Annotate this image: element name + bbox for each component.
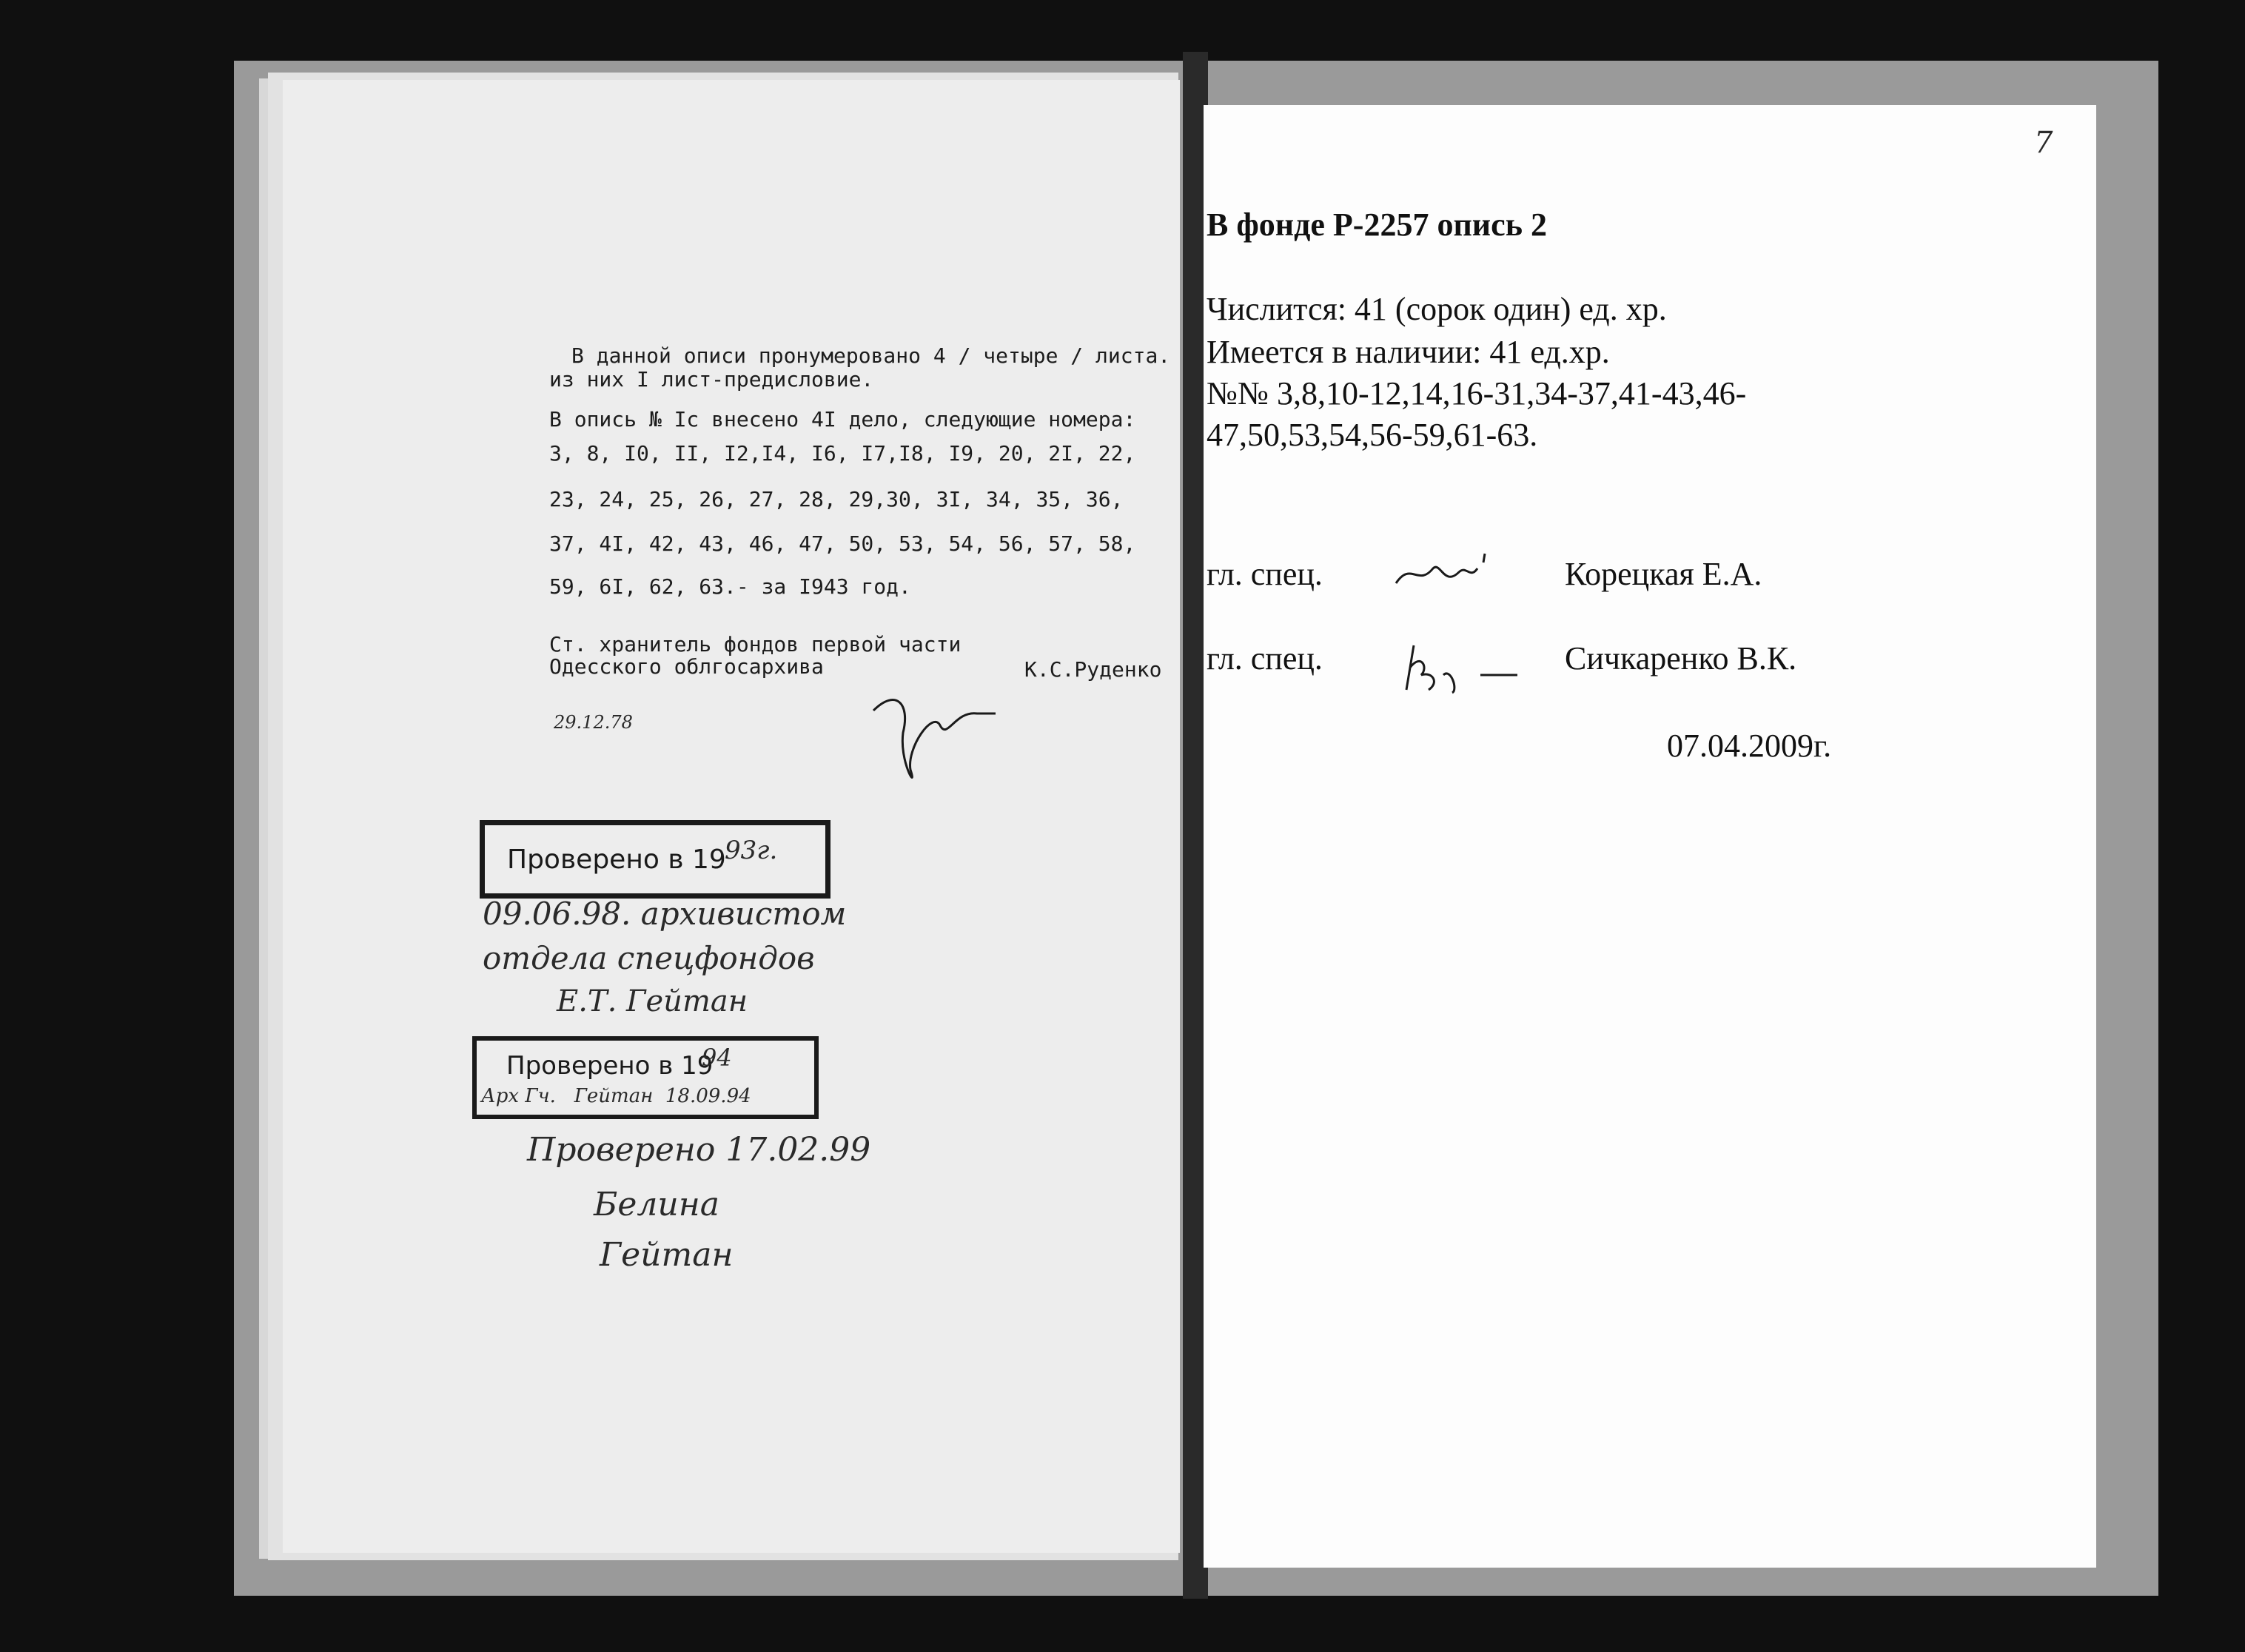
rudenko-signature	[866, 681, 999, 799]
available-line: Имеется в наличии: 41 ед.хр.	[1207, 334, 1610, 370]
left-page	[283, 80, 1180, 1553]
stamp1-text: Проверено в 19	[507, 845, 726, 875]
typed-line-3: В опись № Iс внесено 4I дело, следующие номера:	[549, 407, 1136, 432]
note2-line-2: Белина	[594, 1186, 719, 1223]
fund-title: В фонде Р-2257 опись 2	[1207, 206, 1547, 243]
stamp2-line2: Арх Гч. Гейтан 18.09.94	[481, 1085, 751, 1107]
typed-line-5: 23, 24, 25, 26, 27, 28, 29,30, 3I, 34, 35, 36,	[549, 487, 1124, 511]
note1-line-1: 09.06.98. архивистом	[483, 896, 847, 932]
stamp2-year: 94	[702, 1044, 732, 1072]
signer-name: К.С.Руденко	[1024, 657, 1162, 682]
numbers-line-2: 47,50,53,54,56-59,61-63.	[1207, 417, 1538, 453]
note1-line-2: отдела спецфондов	[483, 940, 815, 976]
note1-line-3: Е.Т. Гейтан	[557, 984, 748, 1018]
sig1-name: Корецкая Е.А.	[1565, 556, 1762, 592]
typed-line-8: Ст. хранитель фондов первой части	[549, 632, 962, 657]
typed-line-9: Одесского облгосархива	[549, 654, 824, 679]
typed-line-2: из них I лист-предисловие.	[549, 367, 874, 392]
note2-line-1: Проверено 17.02.99	[527, 1131, 871, 1169]
note2-line-3: Гейтан	[600, 1236, 734, 1274]
document-date: 07.04.2009г.	[1667, 728, 1832, 764]
sig2-role: гл. спец.	[1207, 640, 1323, 676]
signature-1	[1389, 546, 1500, 598]
right-page	[1204, 105, 2096, 1568]
typed-line-6: 37, 4I, 42, 43, 46, 47, 50, 53, 54, 56, 57, 58,	[549, 531, 1136, 556]
numbers-line-1: №№ 3,8,10-12,14,16-31,34-37,41-43,46-	[1207, 375, 1747, 412]
handwritten-date: 29.12.78	[554, 712, 633, 733]
typed-line-1: В данной описи пронумеровано 4 / четыре / листа.	[571, 343, 1171, 368]
verification-stamp-1	[480, 820, 830, 899]
signature-2	[1399, 638, 1525, 697]
sig2-name: Сичкаренко В.К.	[1565, 640, 1797, 676]
count-line: Числится: 41 (сорок один) ед. хр.	[1207, 291, 1667, 327]
typed-line-7: 59, 6I, 62, 63.- за I943 год.	[549, 574, 911, 599]
stamp2-text: Проверено в 19	[506, 1051, 714, 1081]
typed-line-4: 3, 8, I0, II, I2,I4, I6, I7,I8, I9, 20, 2I, 22,	[549, 441, 1136, 466]
sig1-role: гл. спец.	[1207, 556, 1323, 592]
verification-stamp-2	[472, 1036, 819, 1119]
stamp1-year: 93г.	[725, 836, 778, 865]
page-number: 7	[2034, 126, 2053, 160]
